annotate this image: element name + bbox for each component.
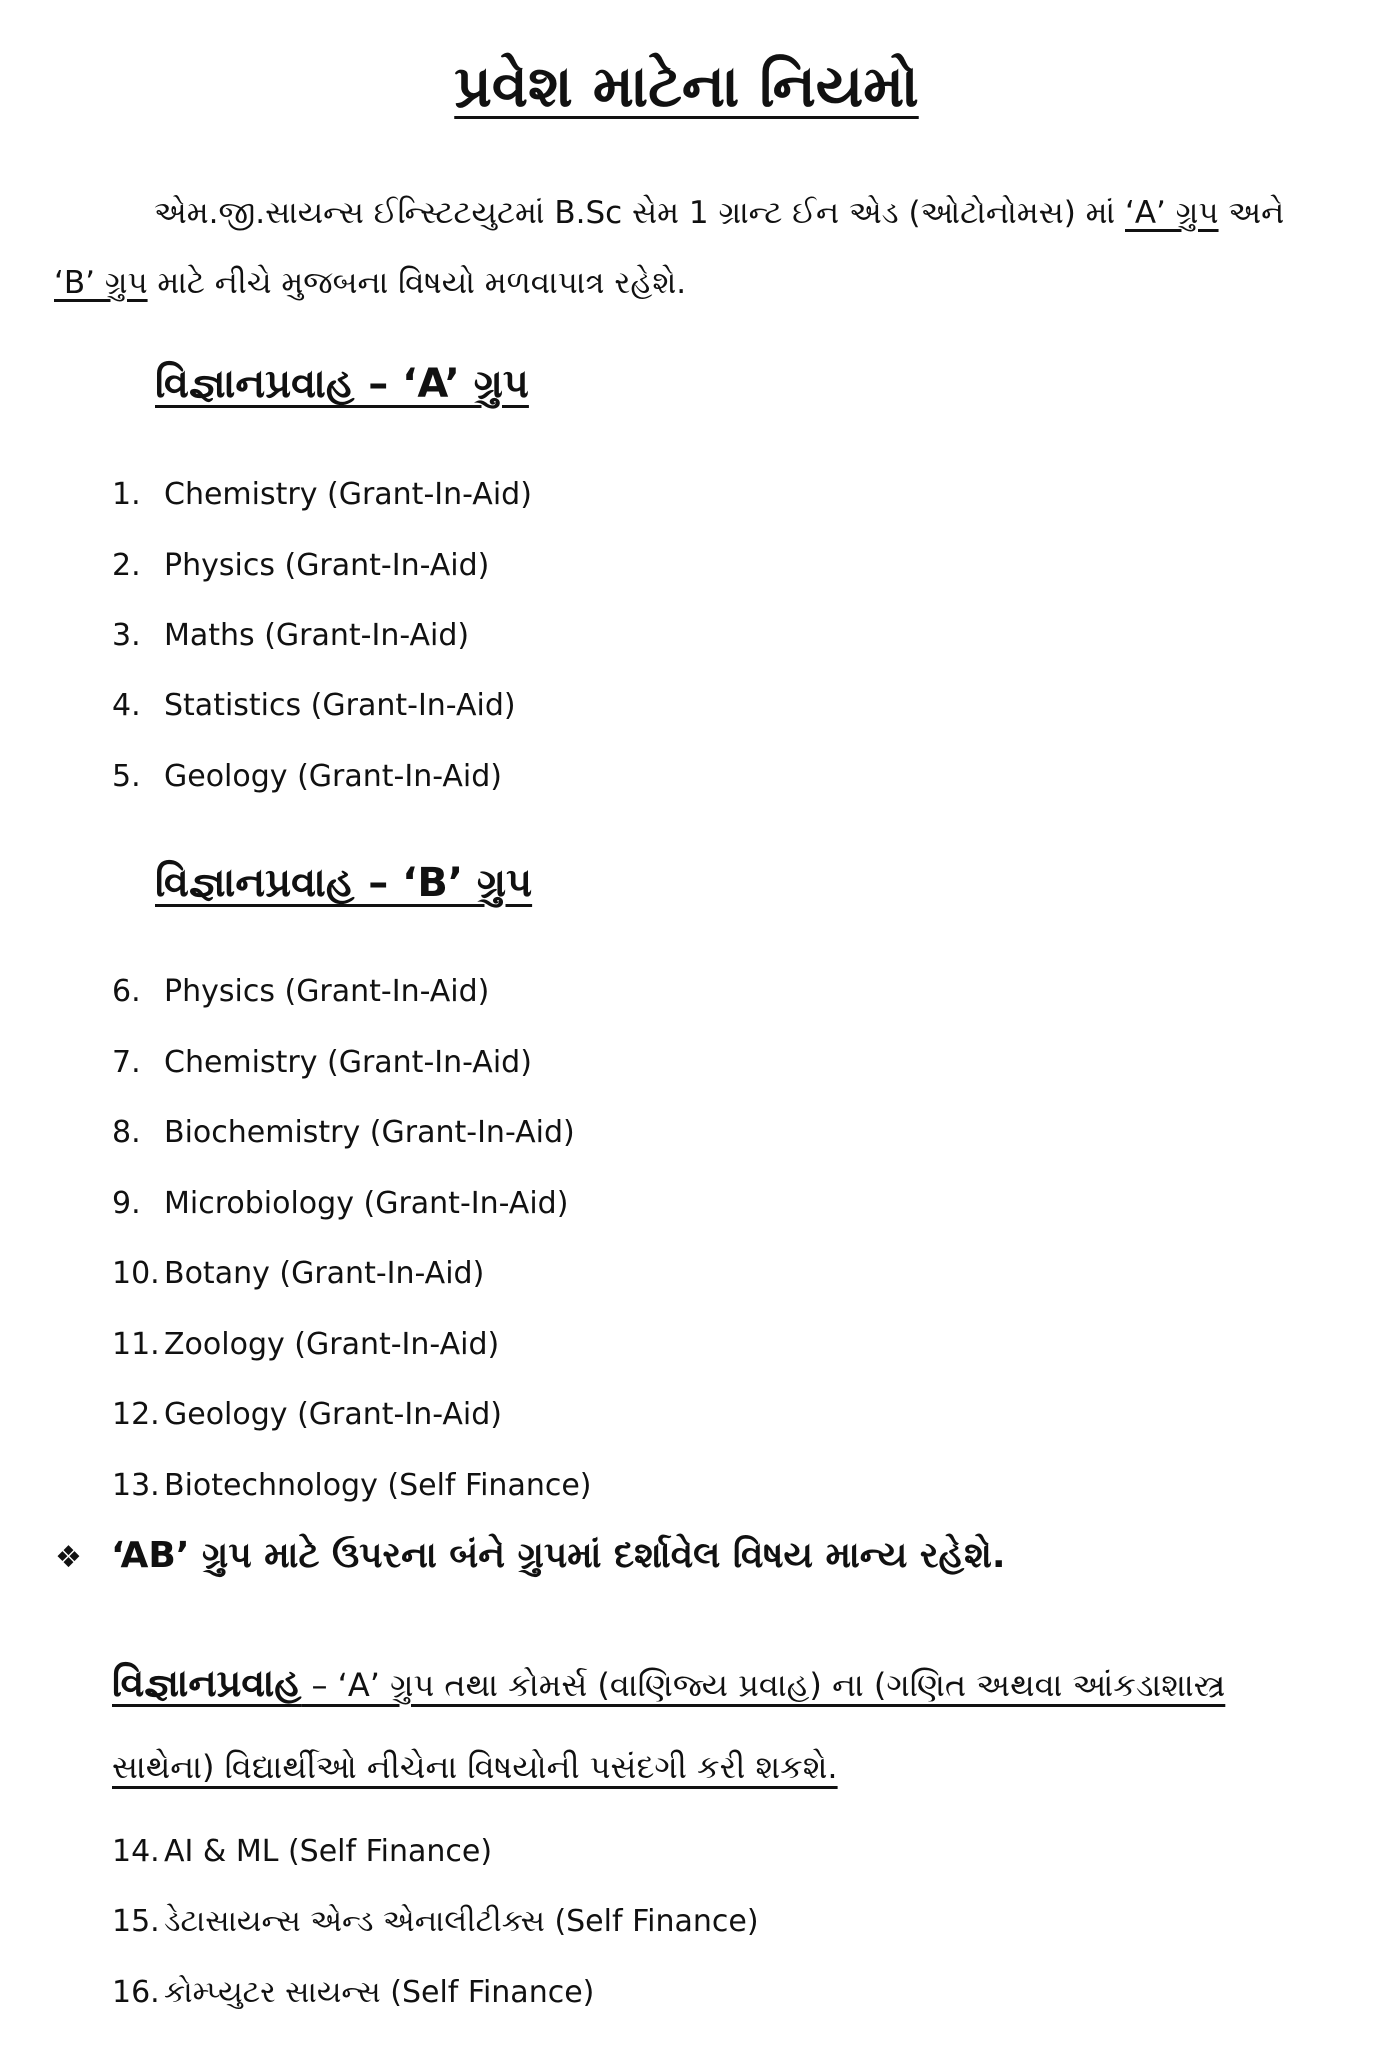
intro-text-1: એમ.જી.સાયન્સ ઈન્સ્ટિટયુટમાં B.Sc સેમ 1 ગ્રાન્ટ ઈન એડ (ઓટોનોમસ) માં bbox=[154, 195, 1125, 231]
list-item bbox=[112, 1323, 499, 1367]
list-item-number: 12. bbox=[112, 1397, 160, 1432]
list-item bbox=[112, 1900, 759, 1944]
intro-group-a: ‘A’ ગ્રુપ bbox=[1125, 195, 1219, 231]
section-b-heading: વિજ્ઞાનપ્રવાહ – ‘B’ ગ્રુપ bbox=[155, 860, 533, 906]
list-item-text: Physics (Grant-In-Aid) bbox=[164, 548, 490, 583]
ab-group-note bbox=[55, 1530, 1006, 1584]
list-item bbox=[112, 473, 532, 517]
list-item-number: 2. bbox=[112, 548, 141, 583]
list-item-number: 1. bbox=[112, 477, 141, 512]
list-item-number: 10. bbox=[112, 1256, 160, 1291]
list-item-text: Chemistry (Grant-In-Aid) bbox=[164, 477, 532, 512]
list-item bbox=[112, 970, 489, 1014]
list-item-number: 11. bbox=[112, 1327, 160, 1362]
list-item-text: Microbiology (Grant-In-Aid) bbox=[164, 1186, 569, 1221]
section-c-heading: વિજ્ઞાનપ્રવાહ bbox=[112, 1661, 302, 1705]
list-item-text: Biotechnology (Self Finance) bbox=[164, 1468, 592, 1503]
list-item bbox=[112, 1830, 492, 1874]
list-item-number: 13. bbox=[112, 1468, 160, 1503]
list-item-number: 16. bbox=[112, 1975, 160, 2010]
list-item-text: Physics (Grant-In-Aid) bbox=[164, 974, 490, 1009]
intro-group-b: ‘B’ ગ્રુપ bbox=[54, 265, 148, 301]
list-item-number: 9. bbox=[112, 1186, 141, 1221]
list-item bbox=[112, 755, 502, 799]
list-item-number: 3. bbox=[112, 618, 141, 653]
list-item-text: Biochemistry (Grant-In-Aid) bbox=[164, 1115, 575, 1150]
list-item-text: કોમ્પ્યુટર સાયન્સ (Self Finance) bbox=[164, 1975, 595, 2010]
list-item bbox=[112, 1041, 532, 1085]
list-item bbox=[112, 1111, 575, 1155]
list-item-text: AI & ML (Self Finance) bbox=[164, 1834, 493, 1869]
list-item-text: Statistics (Grant-In-Aid) bbox=[164, 688, 516, 723]
intro-paragraph bbox=[54, 178, 1324, 318]
list-item-number: 5. bbox=[112, 759, 141, 794]
intro-text-2: અને bbox=[1218, 195, 1285, 231]
list-item bbox=[112, 1971, 594, 2015]
page-title-text: પ્રવેશ માટેના નિયમો bbox=[454, 52, 919, 120]
section-a-heading: વિજ્ઞાનપ્રવાહ – ‘A’ ગ્રુપ bbox=[155, 361, 529, 407]
list-item-number: 7. bbox=[112, 1045, 141, 1080]
section-c-text: – ‘A’ ગ્રુપ તથા કોમર્સ (વાણિજ્ય પ્રવાહ) ના (ગણિત અથવા આંકડાશાસ્ત્ર સાથેના) વિદ્યાર્થીઓ નીચેના વિષયોની પસંદગી કરી શકશે. bbox=[112, 1666, 1226, 1786]
list-item bbox=[112, 1464, 592, 1508]
page-title bbox=[0, 46, 1373, 126]
list-item-text: ડેટાસાયન્સ એન્ડ એનાલીટીક્સ (Self Finance) bbox=[164, 1904, 759, 1939]
list-item-number: 8. bbox=[112, 1115, 141, 1150]
list-item-text: Geology (Grant-In-Aid) bbox=[164, 759, 502, 794]
list-item bbox=[112, 1393, 502, 1437]
list-item-text: Chemistry (Grant-In-Aid) bbox=[164, 1045, 532, 1080]
list-item-number: 6. bbox=[112, 974, 141, 1009]
list-item-text: Zoology (Grant-In-Aid) bbox=[164, 1327, 500, 1362]
ab-group-note-text: ‘AB’ ગ્રુપ માટે ઉપરના બંને ગ્રુપમાં દર્શાવેલ વિષય માન્ય રહેશે. bbox=[111, 1535, 1006, 1576]
list-item bbox=[112, 544, 489, 588]
list-item-text: Botany (Grant-In-Aid) bbox=[164, 1256, 485, 1291]
list-item bbox=[112, 1252, 484, 1296]
list-item-text: Geology (Grant-In-Aid) bbox=[164, 1397, 502, 1432]
section-c-paragraph bbox=[112, 1642, 1327, 1808]
list-item bbox=[112, 1182, 568, 1226]
list-item-text: Maths (Grant-In-Aid) bbox=[164, 618, 470, 653]
list-item-number: 14. bbox=[112, 1834, 160, 1869]
list-item bbox=[112, 614, 469, 658]
list-item-number: 15. bbox=[112, 1904, 160, 1939]
list-item bbox=[112, 684, 516, 728]
intro-text-3: માટે નીચે મુજબના વિષયો મળવાપાત્ર રહેશે. bbox=[147, 265, 687, 301]
diamond-bullet-icon: ❖ bbox=[55, 1540, 82, 1575]
list-item-number: 4. bbox=[112, 688, 141, 723]
